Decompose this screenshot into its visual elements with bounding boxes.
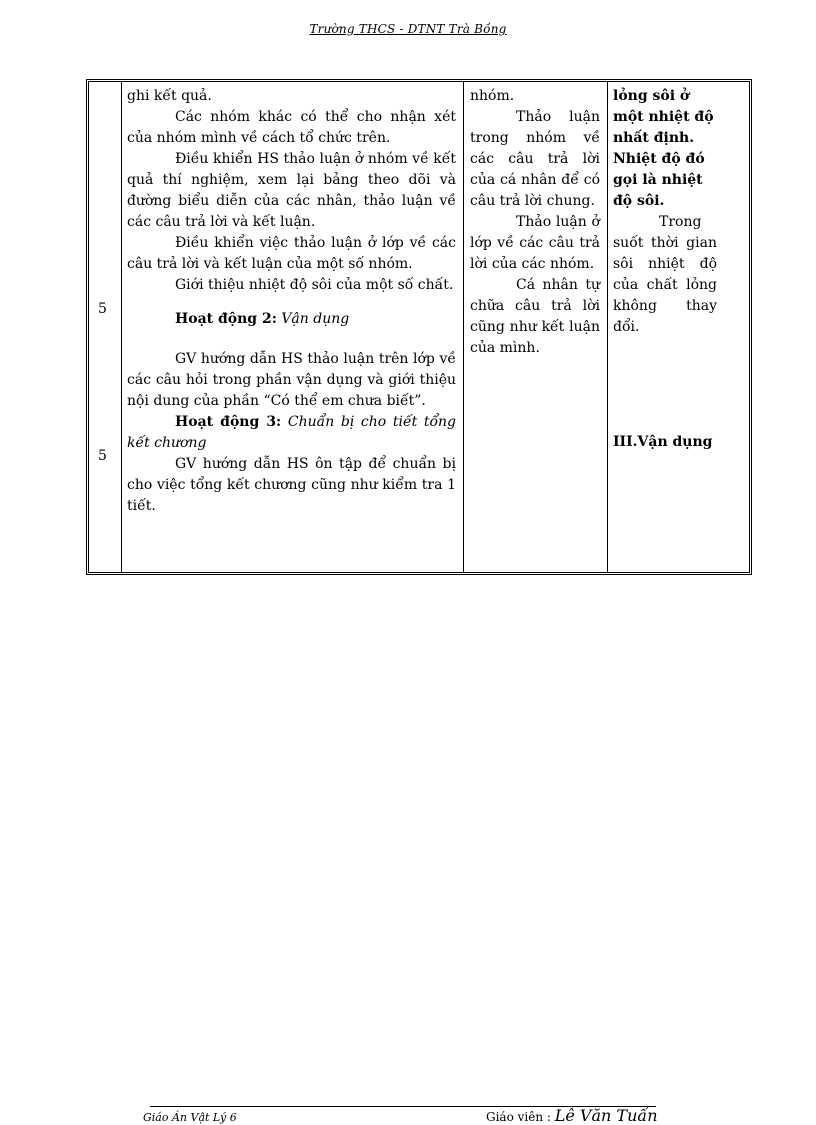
- activity-heading: [127, 412, 456, 454]
- conclusion-text: lỏng sôi ở một nhiệt độ nhất định. Nhiệt độ đó gọi là nhiệt độ sôi.: [613, 88, 714, 209]
- lesson-table: [86, 79, 752, 575]
- activity-title: Vận dụng: [281, 311, 350, 327]
- page-header: [0, 22, 816, 36]
- paragraph: Cá nhân tự chữa câu trả lời cũng như kết luận của mình.: [470, 277, 600, 356]
- time-cell: 5: [98, 301, 107, 317]
- activity-label: Hoạt động 3:: [175, 414, 282, 430]
- footer-teacher: [486, 1106, 658, 1125]
- time-cell: 5: [98, 448, 107, 464]
- paragraph: Điều khiển HS thảo luận ở nhóm về kết quả thí nghiệm, xem lại bảng theo dõi và đường biểu diễn của các nhân, thảo luận về các câu trả lời và kết luận.: [127, 151, 456, 230]
- paragraph: Trong suốt thời gian sôi nhiệt độ của chất lỏng không thay đổi.: [613, 214, 717, 335]
- paragraph: Giới thiệu nhiệt độ sôi của một số chất.: [175, 277, 454, 293]
- column-divider: [607, 82, 608, 572]
- paragraph: GV hướng dẫn HS thảo luận trên lớp về các câu hỏi trong phần vận dụng và giới thiệu nội dung của phần “Có thể em chưa biết”.: [127, 351, 456, 409]
- content-column: [613, 86, 717, 453]
- column-divider: [121, 82, 122, 572]
- activity-heading: [127, 309, 456, 330]
- activity-label: Hoạt động 2:: [175, 311, 277, 327]
- teacher-name: Lê Văn Tuấn: [554, 1106, 658, 1125]
- school-name: Trường THCS - DTNT Trà Bồng: [309, 22, 507, 36]
- column-divider: [463, 82, 464, 572]
- student-activity-column: [470, 86, 600, 359]
- paragraph: Các nhóm khác có thể cho nhận xét của nhóm mình về cách tổ chức trên.: [127, 109, 456, 146]
- footer-left-text: Giáo Án Vật Lý 6: [143, 1111, 237, 1124]
- paragraph: GV hướng dẫn HS ôn tập để chuẩn bị cho việc tổng kết chương cũng như kiểm tra 1 tiết.: [127, 456, 456, 514]
- teacher-activity-column: [127, 86, 456, 517]
- activity-title: Chuẩn bị cho tiết tổng kết chương: [127, 414, 456, 451]
- paragraph: Thảo luận trong nhóm về các câu trả lời của cá nhân để có câu trả lời chung.: [470, 109, 600, 209]
- paragraph: Điều khiển việc thảo luận ở lớp về các câu trả lời và kết luận của một số nhóm.: [127, 235, 456, 272]
- teacher-label: Giáo viên :: [486, 1110, 551, 1124]
- section-heading: III.Vận dụng: [613, 434, 713, 450]
- paragraph: ghi kết quả.: [127, 88, 212, 104]
- paragraph: nhóm.: [470, 88, 515, 104]
- paragraph: Thảo luận ở lớp về các câu trả lời của các nhóm.: [470, 214, 600, 272]
